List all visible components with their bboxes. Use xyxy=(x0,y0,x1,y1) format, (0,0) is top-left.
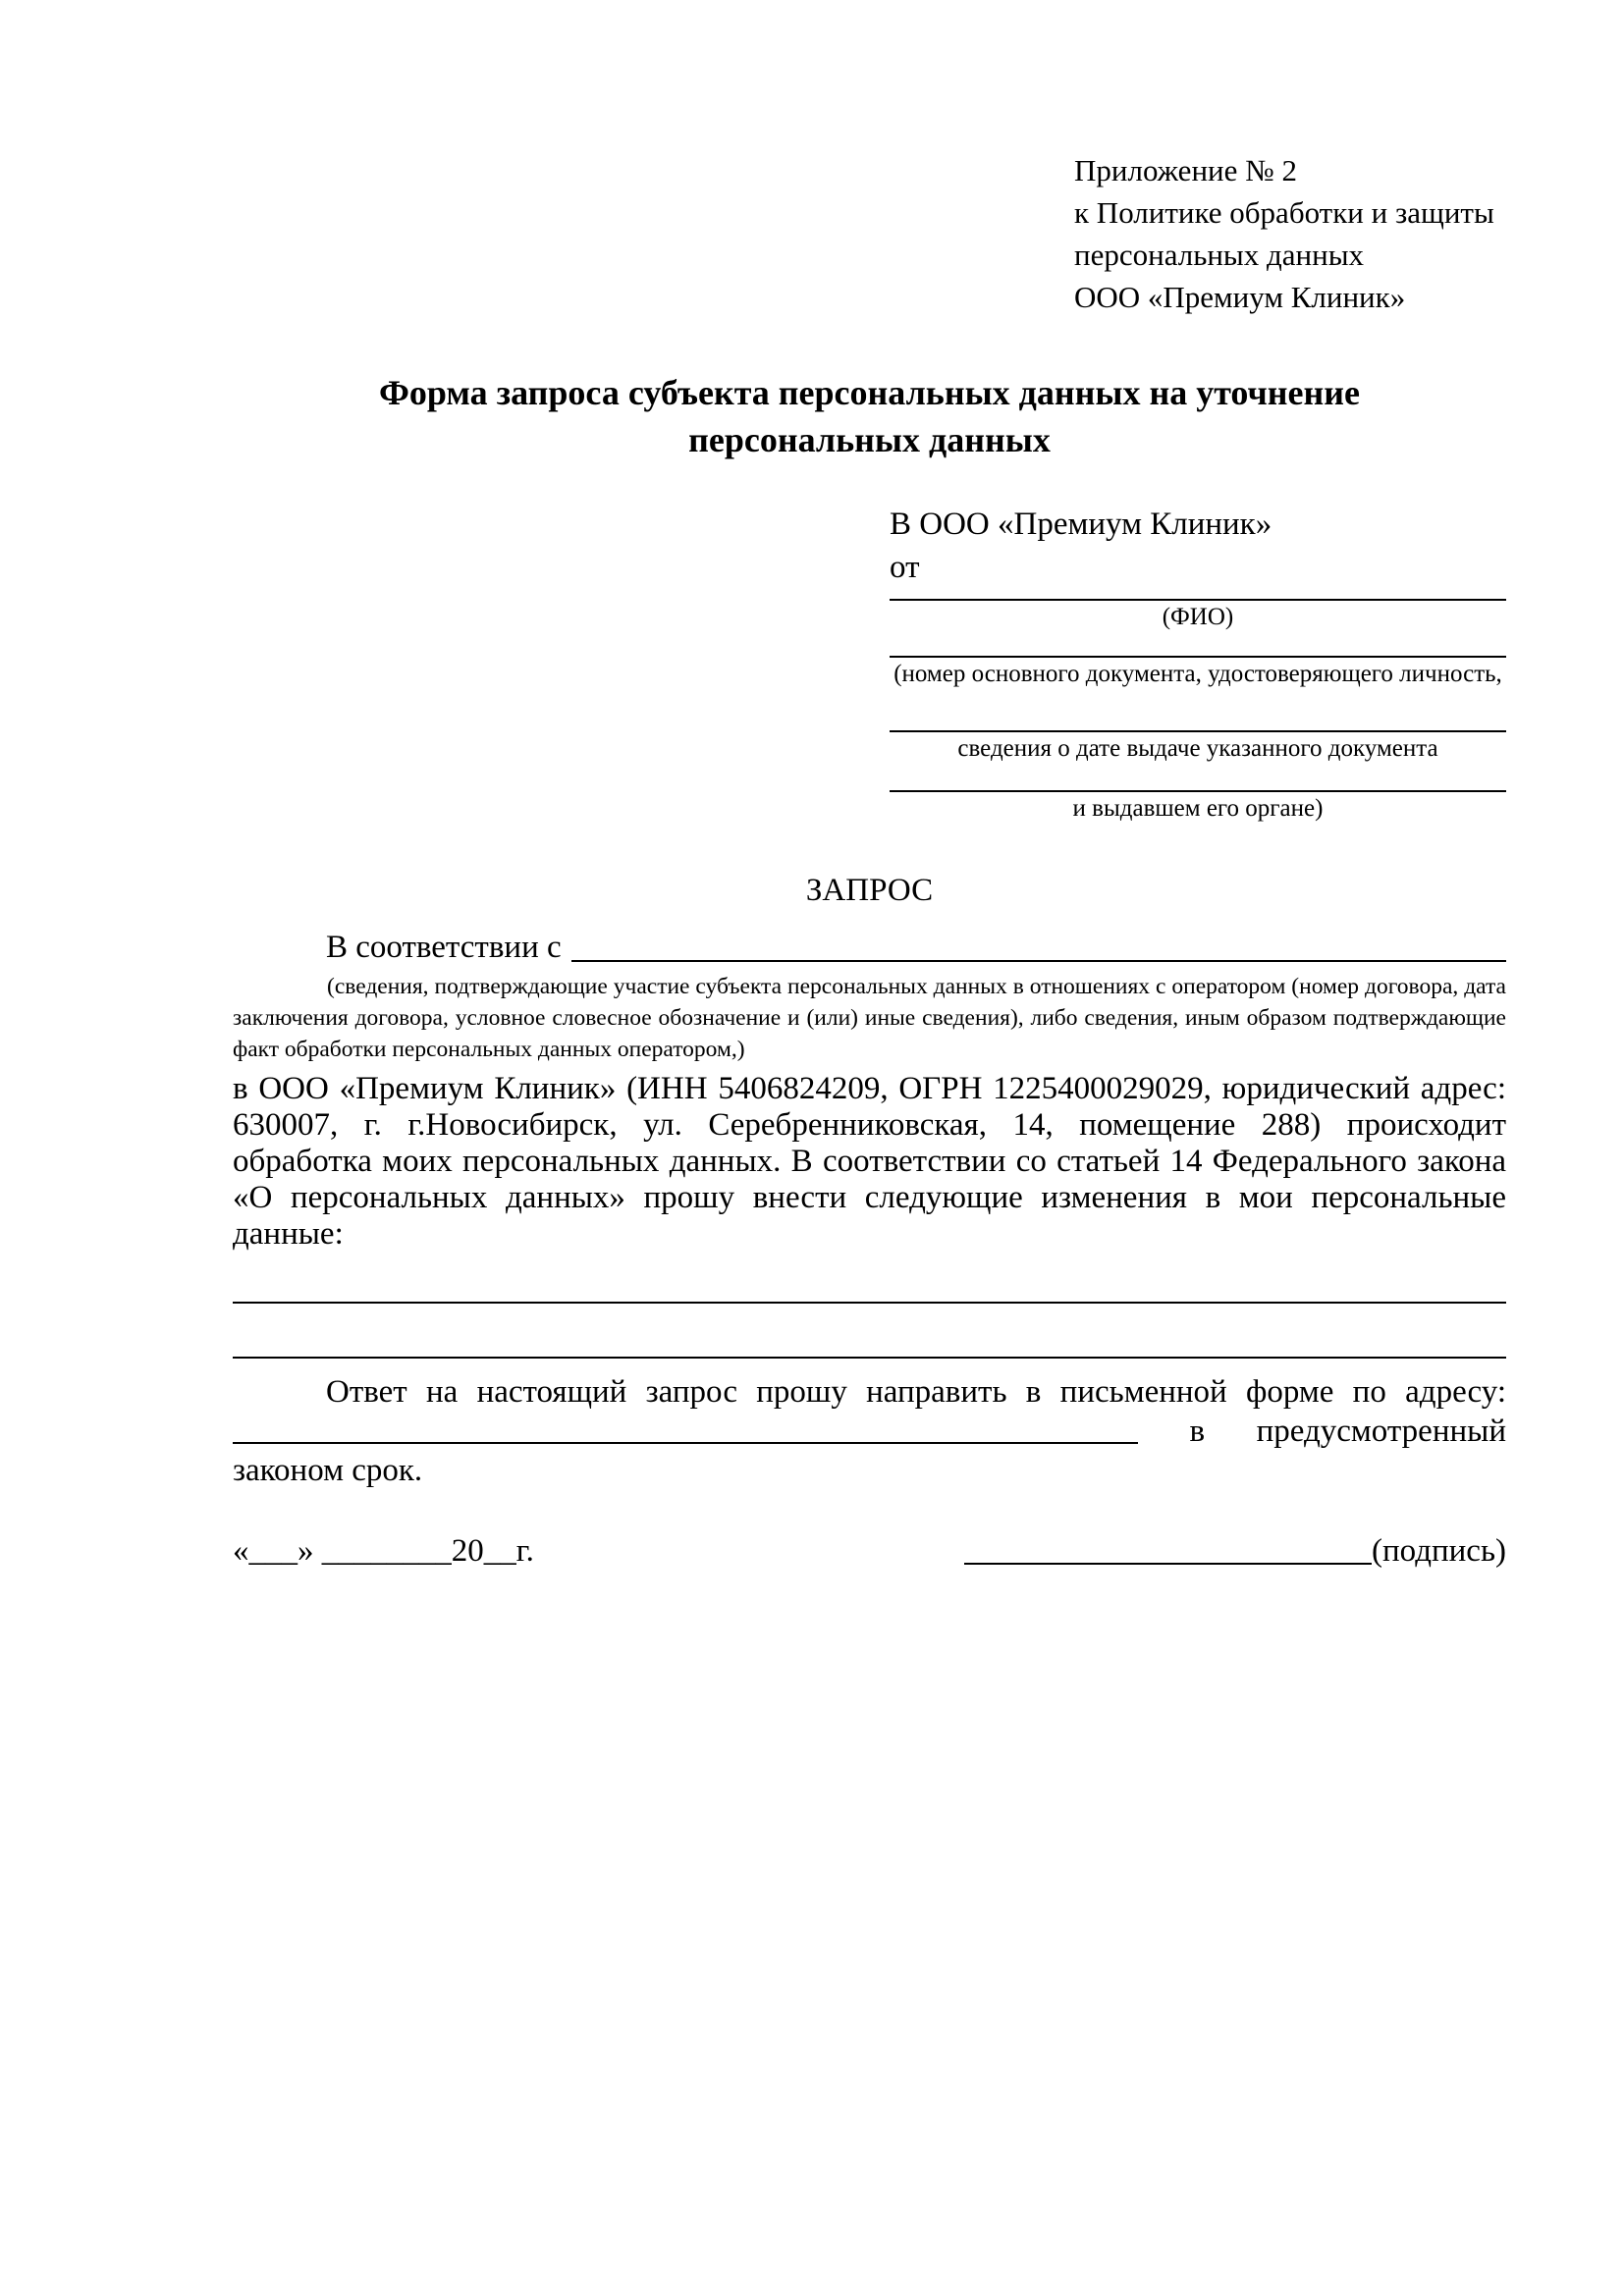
reply-word-v: в xyxy=(1189,1414,1206,1449)
addressee-from-label: от xyxy=(890,550,920,585)
reply-word-predusmotrennyj: предусмотренный xyxy=(1256,1414,1506,1449)
issuing-authority-field xyxy=(890,766,1506,826)
footer-row xyxy=(233,1529,1506,1573)
changes-blank-line-2 xyxy=(233,1304,1506,1359)
address-blank-line xyxy=(233,1442,1138,1444)
annex-header-note xyxy=(1074,149,1506,318)
reply-term-line: законом срок. xyxy=(233,1453,423,1488)
fio-field xyxy=(890,587,1506,634)
basis-footnote: (сведения, подтверждающие участие субъекта персональных данных в отношениях с оператором (номер договора, дата заключения договора, условное словесное обозначение и (или) иные сведения), либо сведения, иным образом подтверждающие факт обработки персональных данных оператором,) xyxy=(233,974,1506,1062)
annex-policy-line2: персональных данных xyxy=(1074,238,1365,272)
issue-date-field xyxy=(890,691,1506,766)
signature-group xyxy=(964,1529,1506,1573)
request-body-paragraph: в ООО «Премиум Клиник» (ИНН 5406824209, ОГРН 1225400029029, юридический адрес: 630007, г. г.Новосибирск, ул. Серебренниковская, 14, помещение 288) происходит обработка моих персональных данных. В соответствии со статьей 14 Федерального закона «О персональных данных» прошу внести следующие изменения в мои персональные данные: xyxy=(233,1071,1506,1252)
annex-number-line: Приложение № 2 xyxy=(1074,153,1297,187)
addressee-to: В ООО «Премиум Клиник» xyxy=(890,507,1272,542)
annex-policy-line: к Политике обработки и защиты xyxy=(1074,195,1494,230)
identity-document-caption: (номер основного документа, удостоверяющего личность, xyxy=(893,661,1502,687)
annex-company-line: ООО «Премиум Клиник» xyxy=(1074,280,1406,314)
issue-date-blank-line xyxy=(890,691,1506,732)
reply-address-row xyxy=(233,1412,1506,1451)
reply-request-line: Ответ на настоящий запрос прошу направить в письменной форме по адресу: xyxy=(326,1374,1506,1410)
identity-document-blank-line xyxy=(890,634,1506,658)
signature-caption: (подпись) xyxy=(1372,1533,1506,1569)
fio-caption: (ФИО) xyxy=(1162,604,1234,630)
document-title: Форма запроса субъекта персональных данных на уточнение персональных данных xyxy=(379,373,1360,459)
changes-blank-line-1 xyxy=(233,1253,1506,1304)
fio-blank-line xyxy=(890,587,1506,601)
request-heading: ЗАПРОС xyxy=(805,873,934,908)
date-blank: «___» ________20__г. xyxy=(233,1533,534,1569)
addressee-block xyxy=(890,501,1506,826)
request-intro-prefix: В соответствии с xyxy=(326,930,562,965)
identity-document-field xyxy=(890,634,1506,691)
issuing-authority-blank-line xyxy=(890,766,1506,792)
issuing-authority-caption: и выдавшем его органе) xyxy=(1072,795,1324,822)
signature-blank-line xyxy=(964,1563,1372,1565)
basis-blank-line xyxy=(571,960,1506,962)
issue-date-caption: сведения о дате выдаче указанного документа xyxy=(957,735,1438,762)
request-intro-row xyxy=(233,926,1506,969)
